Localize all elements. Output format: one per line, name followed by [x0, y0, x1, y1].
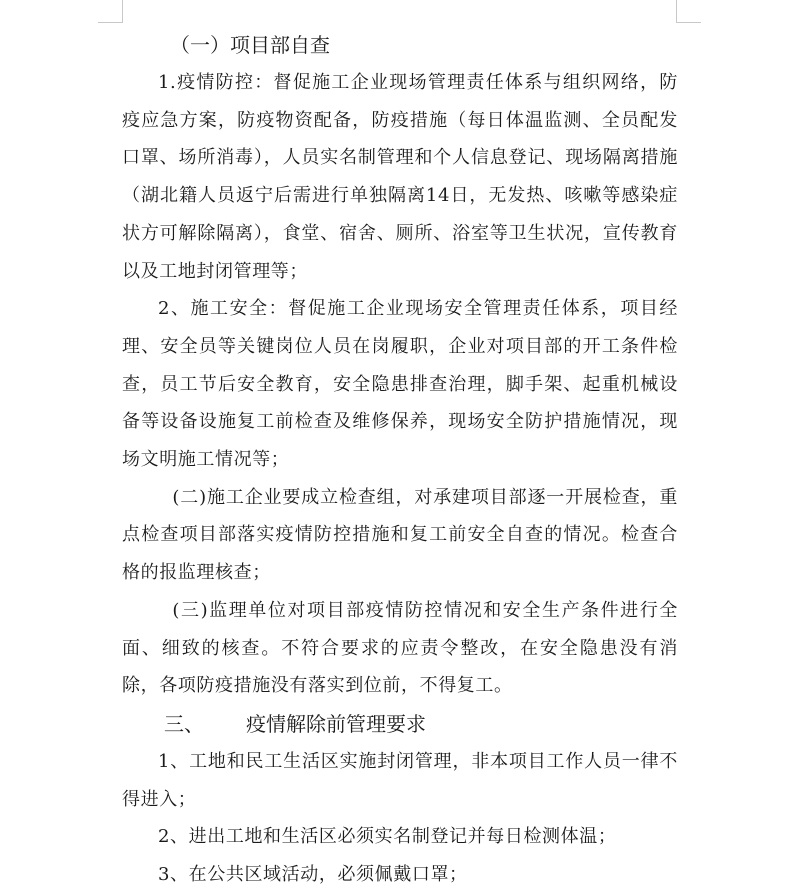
document-body: [122, 26, 678, 894]
paragraph-supervision-review: (三)监理单位对项目部疫情防控情况和安全生产条件进行全面、细致的核查。不符合要求的应责令整改，在安全隐患没有消除，各项防疫措施没有落实到位前，不得复工。: [122, 599, 678, 697]
paragraph-closed-management: 1、工地和民工生活区实施封闭管理，非本项目工作人员一律不得进入；: [122, 750, 678, 810]
paragraph-epidemic-control: 1.疫情防控：督促施工企业现场管理责任体系与组织网络，防疫应急方案，防疫物资配备，防疫措施（每日体温监测、全员配发口罩、场所消毒），人员实名制管理和个人信息登记、现场隔离措施（湖北籍人员返宁后需进行单独隔离14日，无发热、咳嗽等感染症状方可解除隔离），食堂、宿舍、厕所、浴室等卫生状况，宣传教育以及工地封闭管理等；: [122, 72, 678, 282]
section-heading-self-check: （一）项目部自查: [170, 33, 330, 57]
heading-number: 三、: [164, 711, 204, 736]
paragraph-inspection-group: (二)施工企业要成立检查组，对承建项目部逐一开展检查，重点检查项目部落实疫情防控措施和复工前安全自查的情况。检查合格的报监理核查；: [122, 486, 678, 584]
crop-mark-left: [98, 0, 123, 23]
heading-text: 疫情解除前管理要求: [246, 711, 426, 736]
paragraph-registration-temperature: 2、进出工地和生活区必须实名制登记并每日检测体温；: [158, 826, 617, 848]
crop-mark-right: [676, 0, 701, 23]
paragraph-construction-safety: 2、施工安全：督促施工企业现场安全管理责任体系，项目经理、安全员等关键岗位人员在岗履职，企业对项目部的开工条件检查，员工节后安全教育，安全隐患排查治理，脚手架、起重机械设备等设备设施复工前检查及维修保养，现场安全防护措施情况，现场文明施工情况等；: [122, 298, 678, 471]
section-heading-management-requirements: [122, 705, 678, 743]
paragraph-wear-mask: 3、在公共区域活动，必须佩戴口罩；: [158, 864, 468, 886]
